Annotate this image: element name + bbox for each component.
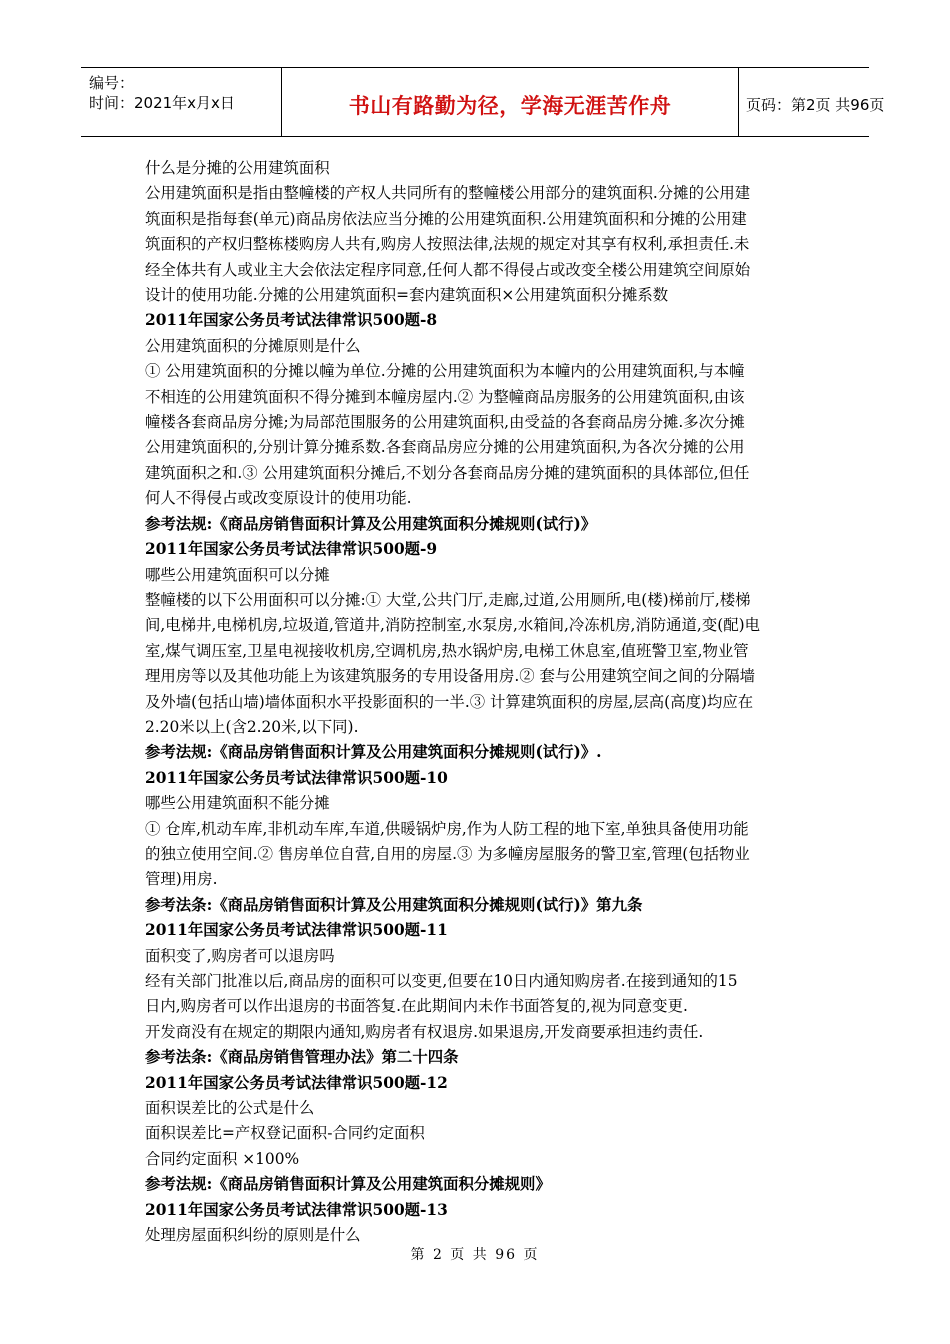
body-text-line: 何人不得侵占或改变原设计的使用功能. bbox=[145, 489, 412, 508]
body-text-line: 经有关部门批准以后,商品房的面积可以变更,但要在10日内通知购房者.在接到通知的15 bbox=[145, 972, 738, 990]
body-text-line: 面积误差比的公式是什么 bbox=[145, 1099, 315, 1118]
body-text-line: 理用房等以及其他功能上为该建筑服务的专用设备用房.② 套与公用建筑空间之间的分隔墙 bbox=[145, 667, 756, 686]
header-page-info: 页码：第2页 共96页 bbox=[746, 96, 885, 114]
body-text-line: 管理)用房. bbox=[145, 870, 218, 889]
section-heading-line: 参考法规:《商品房销售面积计算及公用建筑面积分摊规则(试行)》 bbox=[145, 514, 597, 533]
section-heading-line: 2011年国家公务员考试法律常识500题-9 bbox=[145, 540, 438, 559]
section-heading-line: 2011年国家公务员考试法律常识500题-12 bbox=[145, 1073, 448, 1092]
header-page-cell bbox=[738, 68, 885, 136]
header-motto: 书山有路勤为径，学海无涯苦作舟 bbox=[348, 94, 672, 118]
body-text-line: 开发商没有在规定的期限内通知,购房者有权退房.如果退房,开发商要承担违约责任. bbox=[145, 1022, 704, 1041]
body-text-line: 设计的使用功能.分摊的公用建筑面积=套内建筑面积×公用建筑面积分摊系数 bbox=[145, 286, 669, 305]
body-text-line: 不相连的公用建筑面积不得分摊到本幢房屋内.② 为整幢商品房服务的公用建筑面积,由该 bbox=[145, 387, 745, 406]
page-footer: 第 2 页 共 96 页 bbox=[410, 1247, 540, 1263]
body-text-line: 日内,购房者可以作出退房的书面答复.在此期间内未作书面答复的,视为同意变更. bbox=[145, 997, 688, 1016]
body-text-line: 公用建筑面积是指由整幢楼的产权人共同所有的整幢楼公用部分的建筑面积.分摊的公用建 bbox=[145, 184, 751, 203]
body-text-line: 筑面积的产权归整栋楼购房人共有,购房人按照法律,法规的规定对其享有权利,承担责任.未 bbox=[145, 235, 750, 254]
body-text-line: 的独立使用空间.② 售房单位自营,自用的房屋.③ 为多幢房屋服务的警卫室,管理(包括物业 bbox=[145, 844, 750, 863]
body-text-line: 间,电梯井,电梯机房,垃圾道,管道井,消防控制室,水泵房,水箱间,冷冻机房,消防通道,变(配)电 bbox=[145, 616, 760, 635]
document-number-label: 编号： bbox=[89, 74, 135, 92]
body-text-line: 2.20米以上(含2.20米,以下同). bbox=[145, 717, 359, 736]
body-text-line: 建筑面积之和.③ 公用建筑面积分摊后,不划分各套商品房分摊的建筑面积的具体部位,但任 bbox=[145, 463, 750, 482]
body-text-line: ① 公用建筑面积的分摊以幢为单位.分摊的公用建筑面积为本幢内的公用建筑面积,与本幢 bbox=[145, 362, 745, 381]
header-motto-cell bbox=[281, 68, 739, 136]
body-text-line: 及外墙(包括山墙)墙体面积水平投影面积的一半.③ 计算建筑面积的房屋,层高(高度)均应在 bbox=[145, 692, 754, 711]
document-body bbox=[145, 156, 809, 1248]
body-text-line: 面积误差比=产权登记面积-合同约定面积 bbox=[145, 1124, 425, 1143]
body-text-line: 公用建筑面积的分摊原则是什么 bbox=[145, 336, 361, 355]
section-heading-line: 参考法规:《商品房销售面积计算及公用建筑面积分摊规则》 bbox=[145, 1175, 551, 1194]
body-text-line: 筑面积是指每套(单元)商品房依法应当分摊的公用建筑面积.公用建筑面积和分摊的公用建 bbox=[145, 209, 747, 228]
header-info-cell bbox=[81, 68, 281, 136]
section-heading-line: 参考法规:《商品房销售面积计算及公用建筑面积分摊规则(试行)》. bbox=[145, 743, 602, 762]
page-header bbox=[81, 67, 885, 137]
body-text-line: 幢楼各套商品房分摊;为局部范围服务的公用建筑面积,由受益的各套商品房分摊.多次分摊 bbox=[145, 413, 745, 432]
body-text-line: 哪些公用建筑面积不能分摊 bbox=[145, 794, 330, 813]
section-heading-line: 参考法条:《商品房销售面积计算及公用建筑面积分摊规则(试行)》第九条 bbox=[145, 895, 643, 914]
body-text-line: 什么是分摊的公用建筑面积 bbox=[145, 159, 330, 177]
body-text-line: ① 仓库,机动车库,非机动车库,车道,供暖锅炉房,作为人防工程的地下室,单独具备使用功能 bbox=[145, 819, 749, 838]
body-text-line: 公用建筑面积的,分别计算分摊系数.各套商品房应分摊的公用建筑面积,为各次分摊的公用 bbox=[145, 438, 745, 457]
body-text-line: 整幢楼的以下公用面积可以分摊:① 大堂,公共门厅,走廊,过道,公用厕所,电(楼)梯前厅,楼梯 bbox=[145, 590, 751, 609]
section-heading-line: 2011年国家公务员考试法律常识500题-10 bbox=[145, 768, 448, 787]
section-heading-line: 2011年国家公务员考试法律常识500题-13 bbox=[145, 1200, 448, 1219]
section-heading-line: 2011年国家公务员考试法律常识500题-8 bbox=[145, 311, 438, 330]
body-text-line: 处理房屋面积纠纷的原则是什么 bbox=[145, 1226, 361, 1245]
body-text-line: 面积变了,购房者可以退房吗 bbox=[145, 946, 335, 965]
section-heading-line: 2011年国家公务员考试法律常识500题-11 bbox=[145, 921, 448, 940]
body-text-line: 合同约定面积 ×100% bbox=[145, 1149, 300, 1168]
body-text-line: 哪些公用建筑面积可以分摊 bbox=[145, 565, 330, 584]
body-text-line: 经全体共有人或业主大会依法定程序同意,任何人都不得侵占或改变全楼公用建筑空间原始 bbox=[145, 260, 751, 279]
section-heading-line: 参考法条:《商品房销售管理办法》第二十四条 bbox=[145, 1048, 459, 1067]
body-text-line: 室,煤气调压室,卫星电视接收机房,空调机房,热水锅炉房,电梯工休息室,值班警卫室,物业管 bbox=[145, 641, 749, 660]
document-time-line: 时间：2021年x月x日 bbox=[89, 94, 235, 112]
